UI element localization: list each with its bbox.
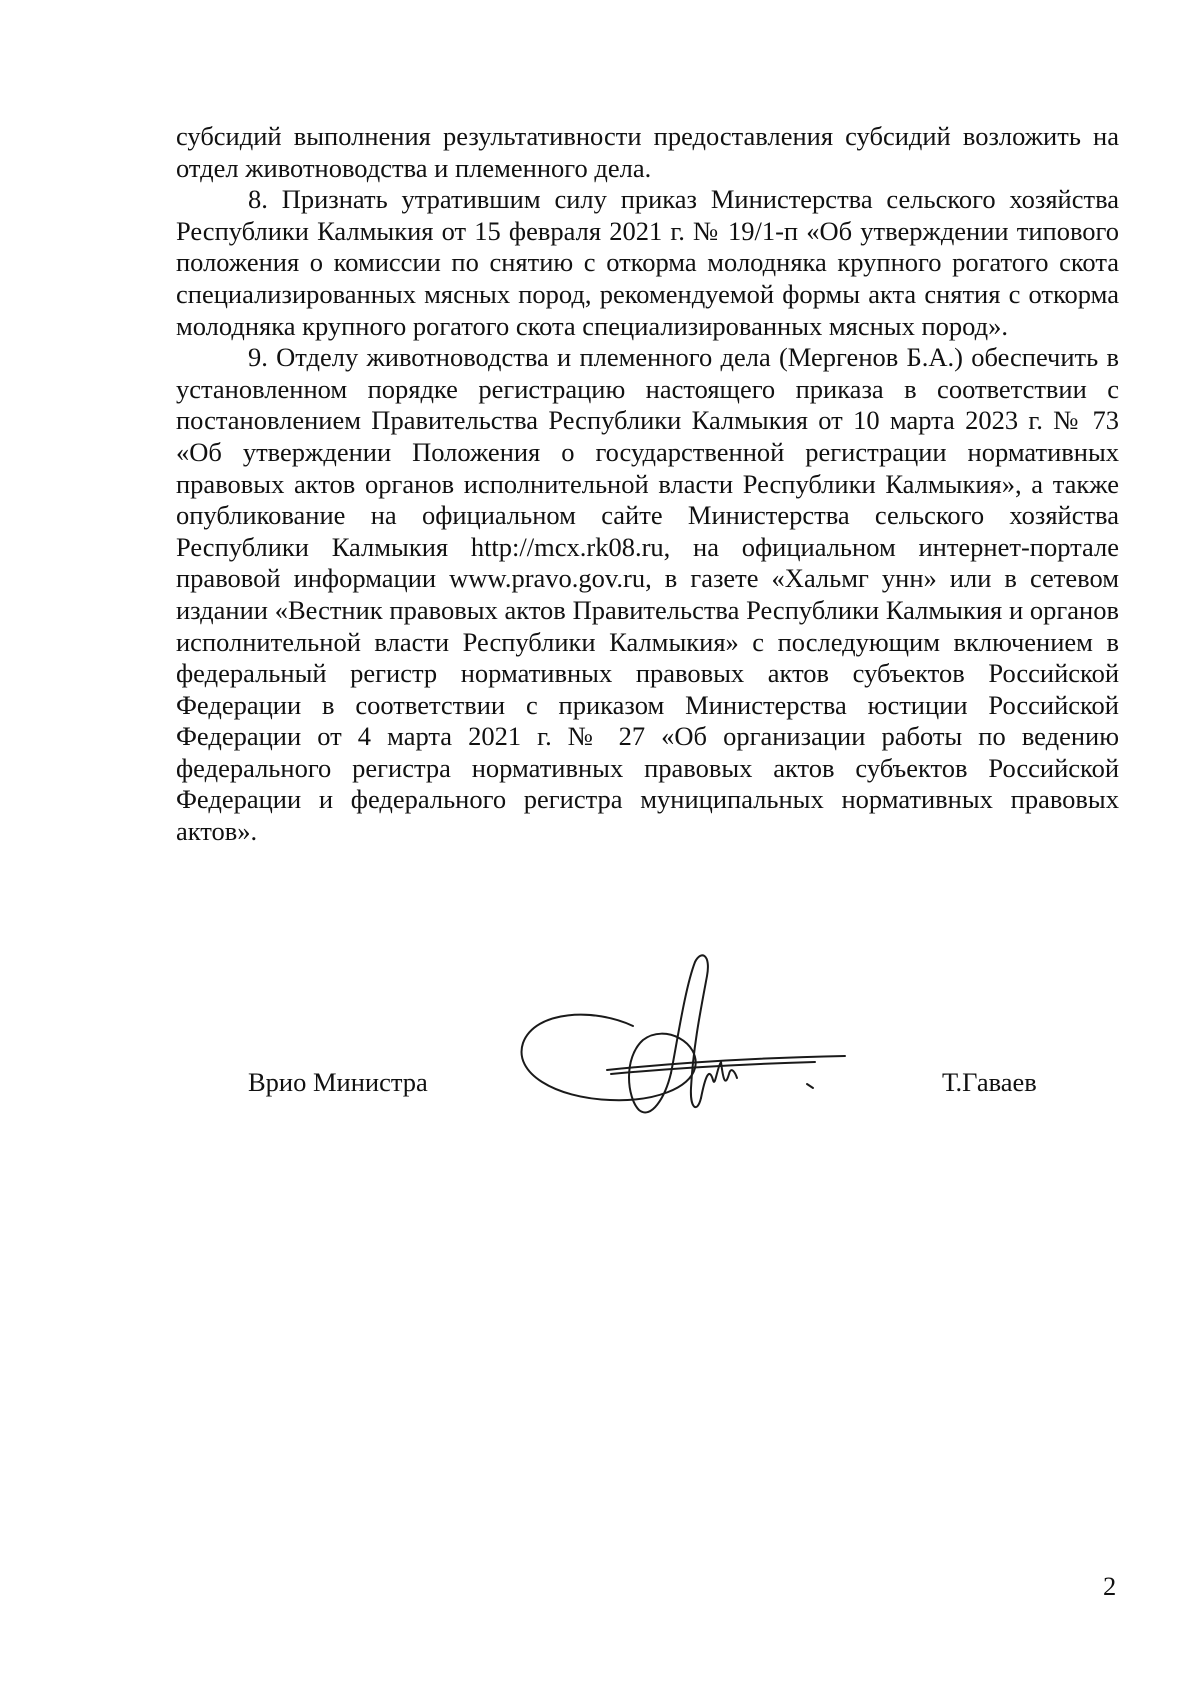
document-body <box>176 121 1119 848</box>
handwritten-signature-icon <box>515 948 865 1148</box>
paragraph-7-continuation: субсидий выполнения результативности предоставления субсидий возложить на отдел животноводства и племенного дела. <box>176 121 1119 183</box>
signatory-title: Врио Министра <box>248 1067 428 1097</box>
page-number: 2 <box>1103 1571 1117 1601</box>
paragraph-8: 8. Признать утратившим силу приказ Министерства сельского хозяйства Республики Калмыкия от 15 февраля 2021 г. № 19/1-п «Об утверждении типового положения о комиссии по снятию с откорма молодняка крупного рогатого скота специализированных мясных пород, рекомендуемой формы акта снятия с откорма молодняка крупного рогатого скота специализированных мясных пород». <box>176 184 1119 341</box>
signatory-name: Т.Гаваев <box>942 1067 1037 1097</box>
paragraph-9: 9. Отделу животноводства и племенного дела (Мергенов Б.А.) обеспечить в установленном порядке регистрацию настоящего приказа в соответствии с постановлением Правительства Республики Калмыкия от 10 марта 2023 г. № 73 «Об утверждении Положения о государственной регистрации нормативных правовых актов органов исполнительной власти Республики Калмыкия», а также опубликование на официальном сайте Министерства сельского хозяйства Республики Калмыкия http://mcx.rk08.ru, на официальном интернет-портале правовой информации www.pravo.gov.ru, в газете «Хальмг унн» или в сетевом издании «Вестник правовых актов Правительства Республики Калмыкия и органов исполнительной власти Республики Калмыкия» с последующим включением в федеральный регистр нормативных правовых актов субъектов Российской Федерации в соответствии с приказом Министерства юстиции Российской Федерации от 4 марта 2021 г. № 27 «Об организации работы по ведению федерального регистра нормативных правовых актов субъектов Российской Федерации и федерального регистра муниципальных нормативных правовых актов». <box>176 342 1119 847</box>
